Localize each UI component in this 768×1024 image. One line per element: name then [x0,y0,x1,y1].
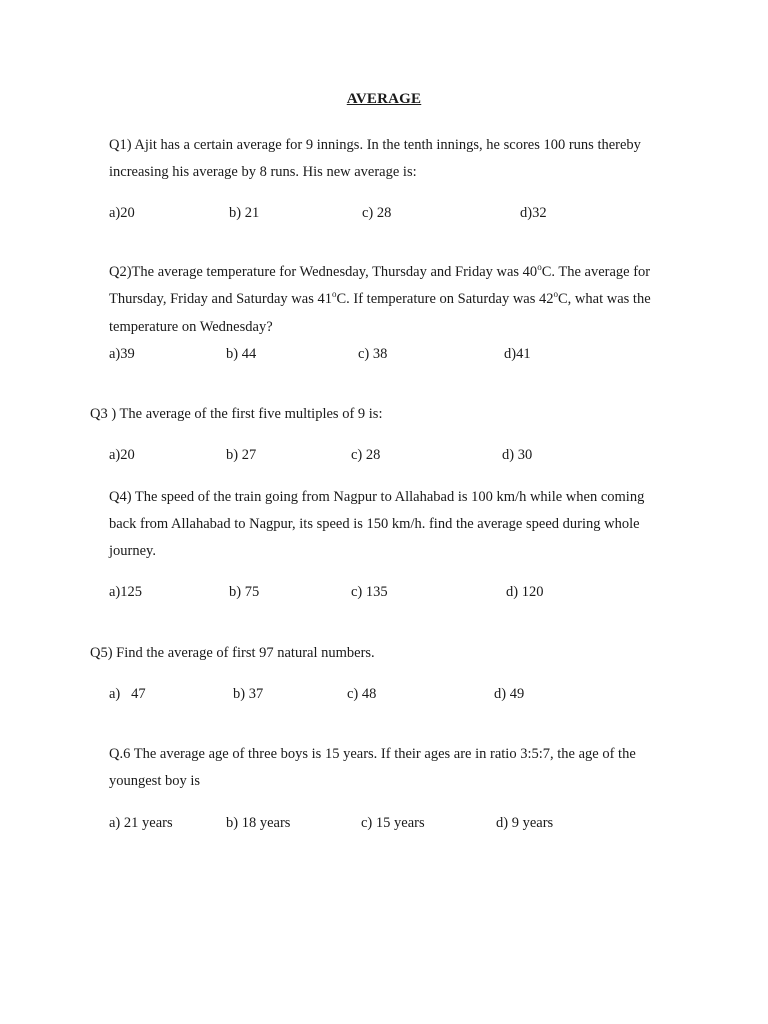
q2-line2-part-c: C, what was the [558,291,651,307]
q5-option-d: d) 49 [494,686,525,702]
q2-option-b: b) 44 [226,346,257,362]
q1-text-line-1: Q1) Ajit has a certain average for 9 innings. In the tenth innings, he scores 100 runs thereby [109,137,641,153]
q6-option-b: b) 18 years [226,815,291,831]
q2-option-d: d)41 [504,346,531,362]
q4-text-line-2: back from Allahabad to Nagpur, its speed is 150 km/h. find the average speed during whole [109,516,640,532]
q2-line1-part-a: Q2)The average temperature for Wednesday, Thursday and Friday was 40 [109,264,538,280]
q3-option-c: c) 28 [351,447,381,463]
q1-option-d: d)32 [520,205,547,221]
q3-text-line-1: Q3 ) The average of the first five multiples of 9 is: [90,406,383,422]
q5-text-line-1: Q5) Find the average of first 97 natural numbers. [90,645,375,661]
degree-sup: o [331,289,337,300]
q4-text-line-3: journey. [109,543,156,559]
q2-line2-part-b: C. If temperature on Saturday was 42 [336,291,554,307]
q2-option-a: a)39 [109,346,135,362]
q6-option-c: c) 15 years [361,815,425,831]
q1-option-a: a)20 [109,205,135,221]
q1-option-b: b) 21 [229,205,260,221]
q3-option-b: b) 27 [226,447,257,463]
q3-option-a: a)20 [109,447,135,463]
q6-option-d: d) 9 years [496,815,554,831]
q1-text-line-2: increasing his average by 8 runs. His new average is: [109,164,417,180]
q4-text-line-1: Q4) The speed of the train going from Nagpur to Allahabad is 100 km/h while when coming [109,489,645,505]
q3-option-d: d) 30 [502,447,533,463]
q4-option-d: d) 120 [506,584,544,600]
q2-text-line-1 [109,262,650,282]
q5-option-b: b) 37 [233,686,264,702]
q2-line2-part-a: Thursday, Friday and Saturday was 41 [109,291,332,307]
q4-option-c: c) 135 [351,584,388,600]
q5-option-a: a) 47 [109,686,146,702]
q6-text-line-2: youngest boy is [109,773,201,789]
q4-option-a: a)125 [109,584,143,600]
q2-line1-part-b: C. The average for [541,264,651,280]
q4-option-b: b) 75 [229,584,260,600]
q2-text-line-3: temperature on Wednesday? [109,319,273,335]
q2-text-line-2 [109,289,651,309]
degree-sup: o [537,262,542,273]
q6-option-a: a) 21 years [109,815,173,831]
page-title: AVERAGE [346,91,422,107]
q2-option-c: c) 38 [358,346,388,362]
q5-option-c: c) 48 [347,686,377,702]
degree-sup: o [553,289,559,300]
q1-option-c: c) 28 [362,205,392,221]
q6-text-line-1: Q.6 The average age of three boys is 15 years. If their ages are in ratio 3:5:7, the age of the [109,746,636,762]
